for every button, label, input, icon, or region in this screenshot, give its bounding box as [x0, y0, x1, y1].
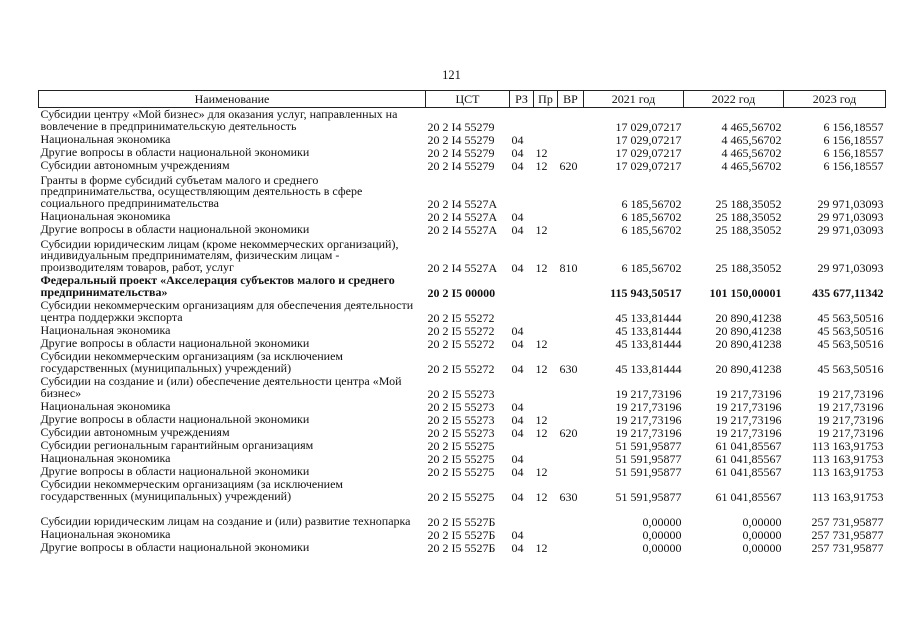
table-row — [39, 236, 886, 274]
cell-pr: 12 — [535, 413, 548, 427]
cell-2022: 20 890,41238 — [715, 324, 782, 338]
cell-2023: 45 563,50516 — [817, 324, 884, 338]
cell-vr — [558, 465, 584, 478]
cell-name: Субсидии юридическим лицам на создание и (или) развитие технопарка — [40, 514, 411, 529]
table-row — [39, 439, 886, 452]
table-body — [39, 108, 886, 555]
cell-cst: 20 2 I5 55273 — [427, 400, 495, 414]
cell-2022: 25 188,35052 — [715, 261, 782, 275]
table-row — [39, 541, 886, 554]
cell-rz: 04 — [511, 541, 524, 555]
cell-vr — [558, 146, 584, 159]
cell-rz: 04 — [511, 528, 524, 542]
header-2021: 2021 год — [584, 91, 684, 108]
table-row — [39, 159, 886, 172]
cell-vr — [558, 172, 584, 210]
cell-pr: 12 — [535, 337, 548, 351]
page-number: 121 — [442, 68, 461, 82]
cell-vr: 620 — [559, 426, 578, 440]
cell-name: Национальная экономика — [40, 209, 171, 224]
cell-cst: 20 2 I5 55272 — [427, 337, 495, 351]
cell-2021: 6 185,56702 — [621, 197, 682, 211]
cell-rz: 04 — [511, 223, 524, 237]
cell-2021: 51 591,95877 — [615, 439, 682, 453]
cell-2022: 25 188,35052 — [715, 210, 782, 224]
cell-name: Другие вопросы в области национальной экономики — [40, 540, 310, 555]
cell-cst: 20 2 I4 55279 — [427, 159, 495, 173]
cell-2023: 45 563,50516 — [817, 362, 884, 376]
cell-name: Национальная экономика — [40, 323, 171, 338]
cell-cst: 20 2 I5 55272 — [427, 362, 495, 376]
cell-name: Субсидии автономным учреждениям — [40, 158, 230, 173]
cell-rz: 04 — [511, 133, 524, 147]
cell-cst: 20 2 I5 55275 — [427, 452, 495, 466]
header-2022: 2022 год — [684, 91, 784, 108]
cell-2021: 17 029,07217 — [615, 159, 682, 173]
table-row — [39, 299, 886, 324]
cell-cst: 20 2 I4 55279 — [427, 146, 495, 160]
cell-cst: 20 2 I5 55273 — [427, 413, 495, 427]
cell-vr — [558, 133, 584, 146]
cell-vr — [558, 541, 584, 554]
cell-vr — [558, 337, 584, 350]
cell-name: Другие вопросы в области национальной экономики — [40, 145, 310, 160]
cell-vr: 620 — [559, 159, 578, 173]
cell-2023: 6 156,18557 — [823, 133, 884, 147]
cell-vr: 630 — [559, 490, 578, 504]
cell-2022: 19 217,73196 — [715, 387, 782, 401]
table-row — [39, 375, 886, 400]
cell-name: Субсидии некоммерческим организациям (за исключением государственных (муниципальных) учреждений) — [40, 349, 344, 376]
cell-pr — [534, 299, 558, 324]
budget-table — [38, 90, 886, 554]
table-row — [39, 465, 886, 478]
cell-2021: 0,00000 — [642, 528, 682, 542]
cell-2023: 113 163,91753 — [811, 439, 884, 453]
cell-rz: 04 — [511, 413, 524, 427]
header-cst: ЦСТ — [426, 91, 510, 108]
cell-vr — [558, 223, 584, 236]
cell-2023: 113 163,91753 — [811, 490, 884, 504]
cell-2021: 45 133,81444 — [615, 324, 682, 338]
cell-name: Субсидии некоммерческим организациям для обеспечения деятельности центра поддержки экспорта — [40, 298, 414, 325]
cell-cst: 20 2 I5 5527Б — [427, 528, 496, 542]
cell-pr: 12 — [535, 159, 548, 173]
cell-pr: 12 — [535, 490, 548, 504]
cell-cst: 20 2 I5 55272 — [427, 311, 495, 325]
cell-name: Гранты в форме субсидий субъетам малого и среднего предпринимательства, осуществляющим деятельность в сфере социального предпринимательства — [40, 172, 363, 211]
cell-pr: 12 — [535, 146, 548, 160]
cell-2021: 45 133,81444 — [615, 311, 682, 325]
header-2023: 2023 год — [784, 91, 886, 108]
table-row — [39, 337, 886, 350]
header-vr: ВР — [558, 91, 584, 108]
cell-name: Другие вопросы в области национальной экономики — [40, 412, 310, 427]
cell-pr — [534, 274, 558, 299]
cell-2023: 45 563,50516 — [817, 311, 884, 325]
cell-2021: 51 591,95877 — [615, 490, 682, 504]
cell-pr — [534, 439, 558, 452]
cell-vr — [558, 375, 584, 400]
cell-2023: 19 217,73196 — [817, 400, 884, 414]
cell-2023: 113 163,91753 — [811, 452, 884, 466]
table-row — [39, 478, 886, 503]
cell-2023: 257 731,95877 — [811, 528, 884, 542]
cell-2022: 61 041,85567 — [715, 439, 782, 453]
cell-2021: 51 591,95877 — [615, 465, 682, 479]
cell-2022: 4 465,56702 — [721, 120, 782, 134]
cell-name: Субсидии на создание и (или) обеспечение деятельности центра «Мой бизнес» — [40, 374, 402, 401]
cell-name: Другие вопросы в области национальной экономики — [40, 336, 310, 351]
cell-2022: 19 217,73196 — [715, 426, 782, 440]
cell-2021: 45 133,81444 — [615, 362, 682, 376]
header-rz: РЗ — [510, 91, 534, 108]
cell-rz: 04 — [511, 324, 524, 338]
cell-pr — [534, 452, 558, 465]
cell-2022: 61 041,85567 — [715, 490, 782, 504]
cell-2023: 19 217,73196 — [817, 413, 884, 427]
cell-2021: 17 029,07217 — [615, 133, 682, 147]
table-row — [39, 274, 886, 299]
cell-rz — [510, 503, 534, 528]
table-row — [39, 146, 886, 159]
cell-2022: 4 465,56702 — [721, 133, 782, 147]
cell-cst: 20 2 I5 5527Б — [427, 515, 496, 529]
cell-name: Субсидии некоммерческим организациям (за исключением государственных (муниципальных) учреждений) — [40, 477, 344, 504]
header-name: Наименование — [39, 91, 426, 108]
cell-pr: 12 — [535, 465, 548, 479]
cell-vr — [558, 299, 584, 324]
table-header-row — [39, 91, 886, 108]
cell-vr — [558, 452, 584, 465]
cell-cst: 20 2 I5 55272 — [427, 324, 495, 338]
cell-pr — [534, 324, 558, 337]
cell-rz: 04 — [511, 452, 524, 466]
cell-vr — [558, 324, 584, 337]
cell-2022: 20 890,41238 — [715, 337, 782, 351]
cell-cst: 20 2 I4 55279 — [427, 133, 495, 147]
cell-name: Субсидии автономным учреждениям — [40, 425, 230, 440]
cell-pr: 12 — [535, 223, 548, 237]
cell-cst: 20 2 I4 5527A — [427, 197, 498, 211]
cell-name: Субсидии юридическим лицам (кроме некоммерческих организаций), индивидуальным предпринимателям, физическим лицам - производителям товаров, работ, услуг — [40, 236, 399, 275]
cell-vr: 810 — [559, 261, 578, 275]
cell-2022: 25 188,35052 — [715, 223, 782, 237]
cell-rz — [510, 172, 534, 210]
cell-cst: 20 2 I5 55275 — [427, 439, 495, 453]
cell-name: Национальная экономика — [40, 451, 171, 466]
table-row — [39, 210, 886, 223]
cell-2021: 19 217,73196 — [615, 413, 682, 427]
cell-rz: 04 — [511, 159, 524, 173]
cell-cst: 20 2 I4 5527A — [427, 210, 498, 224]
table-row — [39, 413, 886, 426]
cell-pr — [534, 400, 558, 413]
cell-pr — [534, 133, 558, 146]
cell-rz: 04 — [511, 362, 524, 376]
cell-name: Национальная экономика — [40, 527, 171, 542]
table-row — [39, 223, 886, 236]
table-row — [39, 108, 886, 134]
cell-pr: 12 — [535, 541, 548, 555]
cell-rz — [510, 299, 534, 324]
cell-cst: 20 2 I5 00000 — [427, 286, 496, 300]
cell-vr: 630 — [559, 362, 578, 376]
cell-2023: 19 217,73196 — [817, 387, 884, 401]
cell-vr — [558, 108, 584, 134]
cell-2022: 19 217,73196 — [715, 413, 782, 427]
table-row — [39, 503, 886, 528]
cell-rz: 04 — [511, 337, 524, 351]
cell-2021: 19 217,73196 — [615, 426, 682, 440]
cell-2021: 19 217,73196 — [615, 387, 682, 401]
cell-vr — [558, 274, 584, 299]
cell-2021: 115 943,50517 — [610, 286, 682, 300]
header-pr: Пр — [534, 91, 558, 108]
cell-2023: 6 156,18557 — [823, 120, 884, 134]
cell-2023: 29 971,03093 — [817, 210, 884, 224]
cell-2022: 0,00000 — [742, 528, 782, 542]
cell-cst: 20 2 I4 55279 — [427, 120, 495, 134]
cell-name: Национальная экономика — [40, 399, 171, 414]
cell-2023: 6 156,18557 — [823, 159, 884, 173]
table-row — [39, 400, 886, 413]
cell-rz: 04 — [511, 400, 524, 414]
cell-rz: 04 — [511, 210, 524, 224]
cell-pr — [534, 503, 558, 528]
cell-rz — [510, 108, 534, 134]
cell-2023: 257 731,95877 — [811, 541, 884, 555]
cell-2023: 435 677,11342 — [812, 286, 884, 300]
cell-vr — [558, 210, 584, 223]
cell-vr — [558, 503, 584, 528]
cell-pr — [534, 375, 558, 400]
cell-rz — [510, 274, 534, 299]
cell-2022: 0,00000 — [742, 541, 782, 555]
cell-vr — [558, 413, 584, 426]
cell-cst: 20 2 I4 5527A — [427, 223, 498, 237]
cell-2023: 19 217,73196 — [817, 426, 884, 440]
cell-2022: 4 465,56702 — [721, 159, 782, 173]
cell-pr — [534, 172, 558, 210]
cell-2022: 4 465,56702 — [721, 146, 782, 160]
cell-pr — [534, 210, 558, 223]
table-row — [39, 324, 886, 337]
cell-2021: 6 185,56702 — [621, 210, 682, 224]
cell-pr: 12 — [535, 426, 548, 440]
cell-pr: 12 — [535, 362, 548, 376]
cell-vr — [558, 439, 584, 452]
cell-cst: 20 2 I5 55273 — [427, 387, 495, 401]
table-row — [39, 528, 886, 541]
cell-rz — [510, 439, 534, 452]
cell-rz: 04 — [511, 490, 524, 504]
cell-rz: 04 — [511, 465, 524, 479]
cell-2022: 101 150,00001 — [709, 286, 782, 300]
cell-vr — [558, 528, 584, 541]
cell-vr — [558, 400, 584, 413]
cell-cst: 20 2 I5 55273 — [427, 426, 495, 440]
cell-2023: 113 163,91753 — [811, 465, 884, 479]
cell-2021: 0,00000 — [642, 515, 682, 529]
cell-2022: 61 041,85567 — [715, 452, 782, 466]
cell-2023: 6 156,18557 — [823, 146, 884, 160]
cell-2022: 20 890,41238 — [715, 311, 782, 325]
cell-pr — [534, 108, 558, 134]
table-row — [39, 133, 886, 146]
cell-rz — [510, 375, 534, 400]
cell-rz: 04 — [511, 426, 524, 440]
cell-2021: 6 185,56702 — [621, 223, 682, 237]
cell-rz: 04 — [511, 146, 524, 160]
cell-2023: 45 563,50516 — [817, 337, 884, 351]
table-row — [39, 172, 886, 210]
cell-name: Субсидии региональным гарантийным организациям — [40, 438, 314, 453]
cell-2022: 61 041,85567 — [715, 465, 782, 479]
cell-2022: 25 188,35052 — [715, 197, 782, 211]
table-row — [39, 426, 886, 439]
cell-2022: 0,00000 — [742, 515, 782, 529]
cell-2021: 17 029,07217 — [615, 146, 682, 160]
cell-2021: 17 029,07217 — [615, 120, 682, 134]
cell-2023: 29 971,03093 — [817, 223, 884, 237]
cell-pr — [534, 528, 558, 541]
table-row — [39, 350, 886, 375]
cell-cst: 20 2 I5 55275 — [427, 490, 495, 504]
cell-2023: 29 971,03093 — [817, 261, 884, 275]
cell-pr: 12 — [535, 261, 548, 275]
cell-2022: 19 217,73196 — [715, 400, 782, 414]
cell-2021: 45 133,81444 — [615, 337, 682, 351]
cell-2021: 51 591,95877 — [615, 452, 682, 466]
cell-2023: 29 971,03093 — [817, 197, 884, 211]
cell-rz: 04 — [511, 261, 524, 275]
cell-name: Другие вопросы в области национальной экономики — [40, 464, 310, 479]
cell-name: Федеральный проект «Акселерация субъектов малого и среднего предпринимательства» — [40, 273, 395, 300]
cell-2021: 19 217,73196 — [615, 400, 682, 414]
cell-name: Другие вопросы в области национальной экономики — [40, 222, 310, 237]
cell-cst: 20 2 I5 55275 — [427, 465, 495, 479]
table-row — [39, 452, 886, 465]
cell-cst: 20 2 I5 5527Б — [427, 541, 496, 555]
cell-cst: 20 2 I4 5527A — [427, 261, 498, 275]
cell-2023: 257 731,95877 — [811, 515, 884, 529]
cell-2021: 6 185,56702 — [621, 261, 682, 275]
cell-name: Субсидии центру «Мой бизнес» для оказания услуг, направленных на вовлечение в предпринимательскую деятельность — [40, 107, 398, 134]
cell-2021: 0,00000 — [642, 541, 682, 555]
cell-name: Национальная экономика — [40, 132, 171, 147]
cell-2022: 20 890,41238 — [715, 362, 782, 376]
